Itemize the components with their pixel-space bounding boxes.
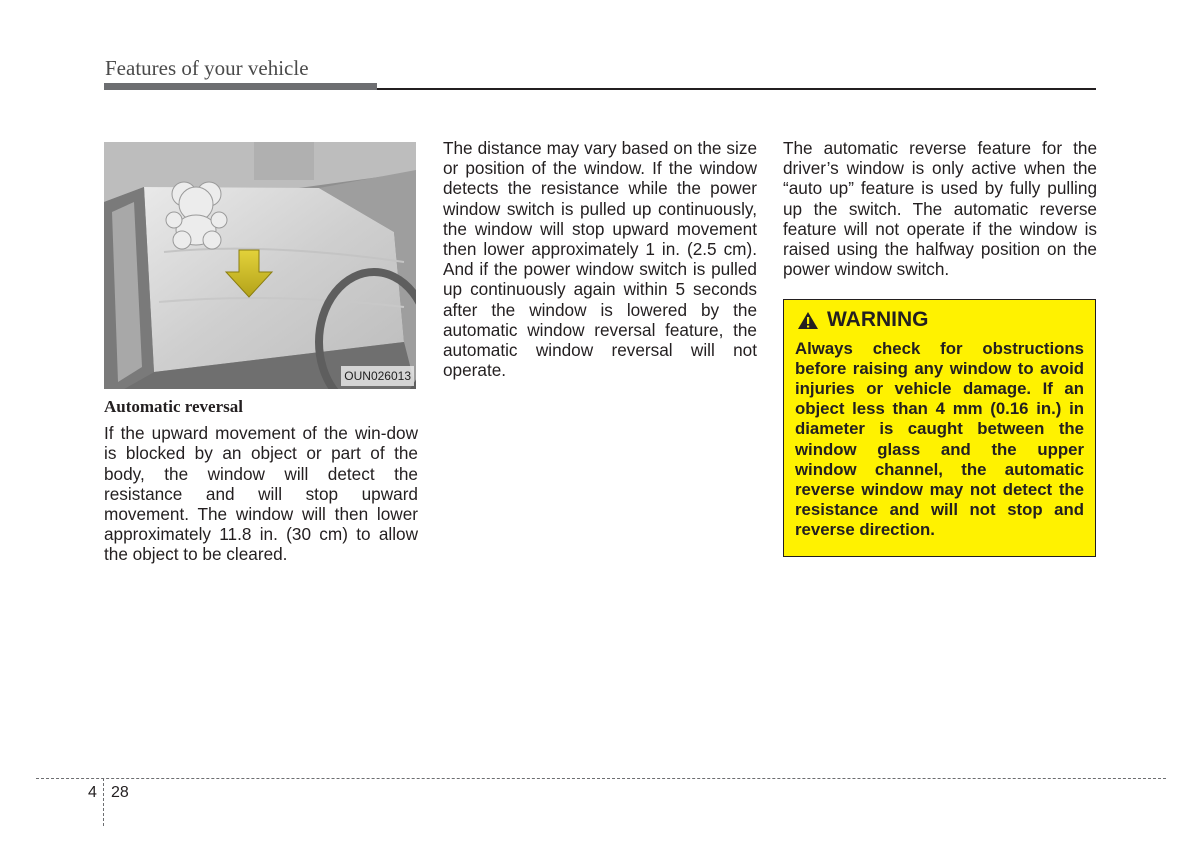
body-paragraph: If the upward movement of the win-dow is blocked by an object or part of the body, the window will detect the resistance and will stop upward movement. The window will then lower approximately 11.8 in. (30 cm) to allow the object to be cleared. bbox=[104, 423, 418, 565]
figure-code: OUN026013 bbox=[341, 366, 414, 386]
car-interior-image bbox=[104, 142, 416, 389]
warning-header bbox=[797, 310, 1084, 330]
body-paragraph: The distance may vary based on the size or position of the window. If the window detects the resistance while the power window switch is pulled up continuously, the window will stop upward movement then lower approximately 1 in. (2.5 cm). And if the power window switch is pulled up continuously again within 5 seconds after the window is lowered by the automatic window reversal feature, the automatic window reversal will not operate. bbox=[443, 138, 757, 381]
page-header-title: Features of your vehicle bbox=[105, 56, 309, 80]
warning-triangle-icon bbox=[797, 311, 819, 330]
header-rule-thick bbox=[104, 83, 377, 90]
section-subheading: Automatic reversal bbox=[104, 397, 243, 416]
body-paragraph: The automatic reverse feature for the driver’s window is only active when the “auto up” feature is used by fully pulling up the switch. The automatic reverse feature will not operate if the window is raised using the halfway position on the power window switch. bbox=[783, 138, 1097, 280]
page-number: 28 bbox=[111, 784, 129, 801]
chapter-number: 4 bbox=[88, 784, 97, 801]
column-1 bbox=[104, 138, 418, 565]
footer-divider bbox=[103, 778, 104, 826]
warning-box bbox=[783, 299, 1096, 557]
column-2 bbox=[443, 138, 757, 380]
car-window-illustration bbox=[104, 142, 416, 389]
column-3 bbox=[783, 138, 1097, 557]
warning-text: Always check for obstructions before raising any window to avoid injuries or vehicle damage. If an object less than 4 mm (0.16 in.) in diameter is caught between the window glass and the upper window channel, the automatic reverse window may not detect the resistance and will not stop and reverse direction. bbox=[795, 338, 1084, 540]
header-rule-thin bbox=[377, 88, 1096, 90]
warning-title: WARNING bbox=[827, 308, 929, 332]
footer-rule bbox=[36, 778, 1166, 779]
